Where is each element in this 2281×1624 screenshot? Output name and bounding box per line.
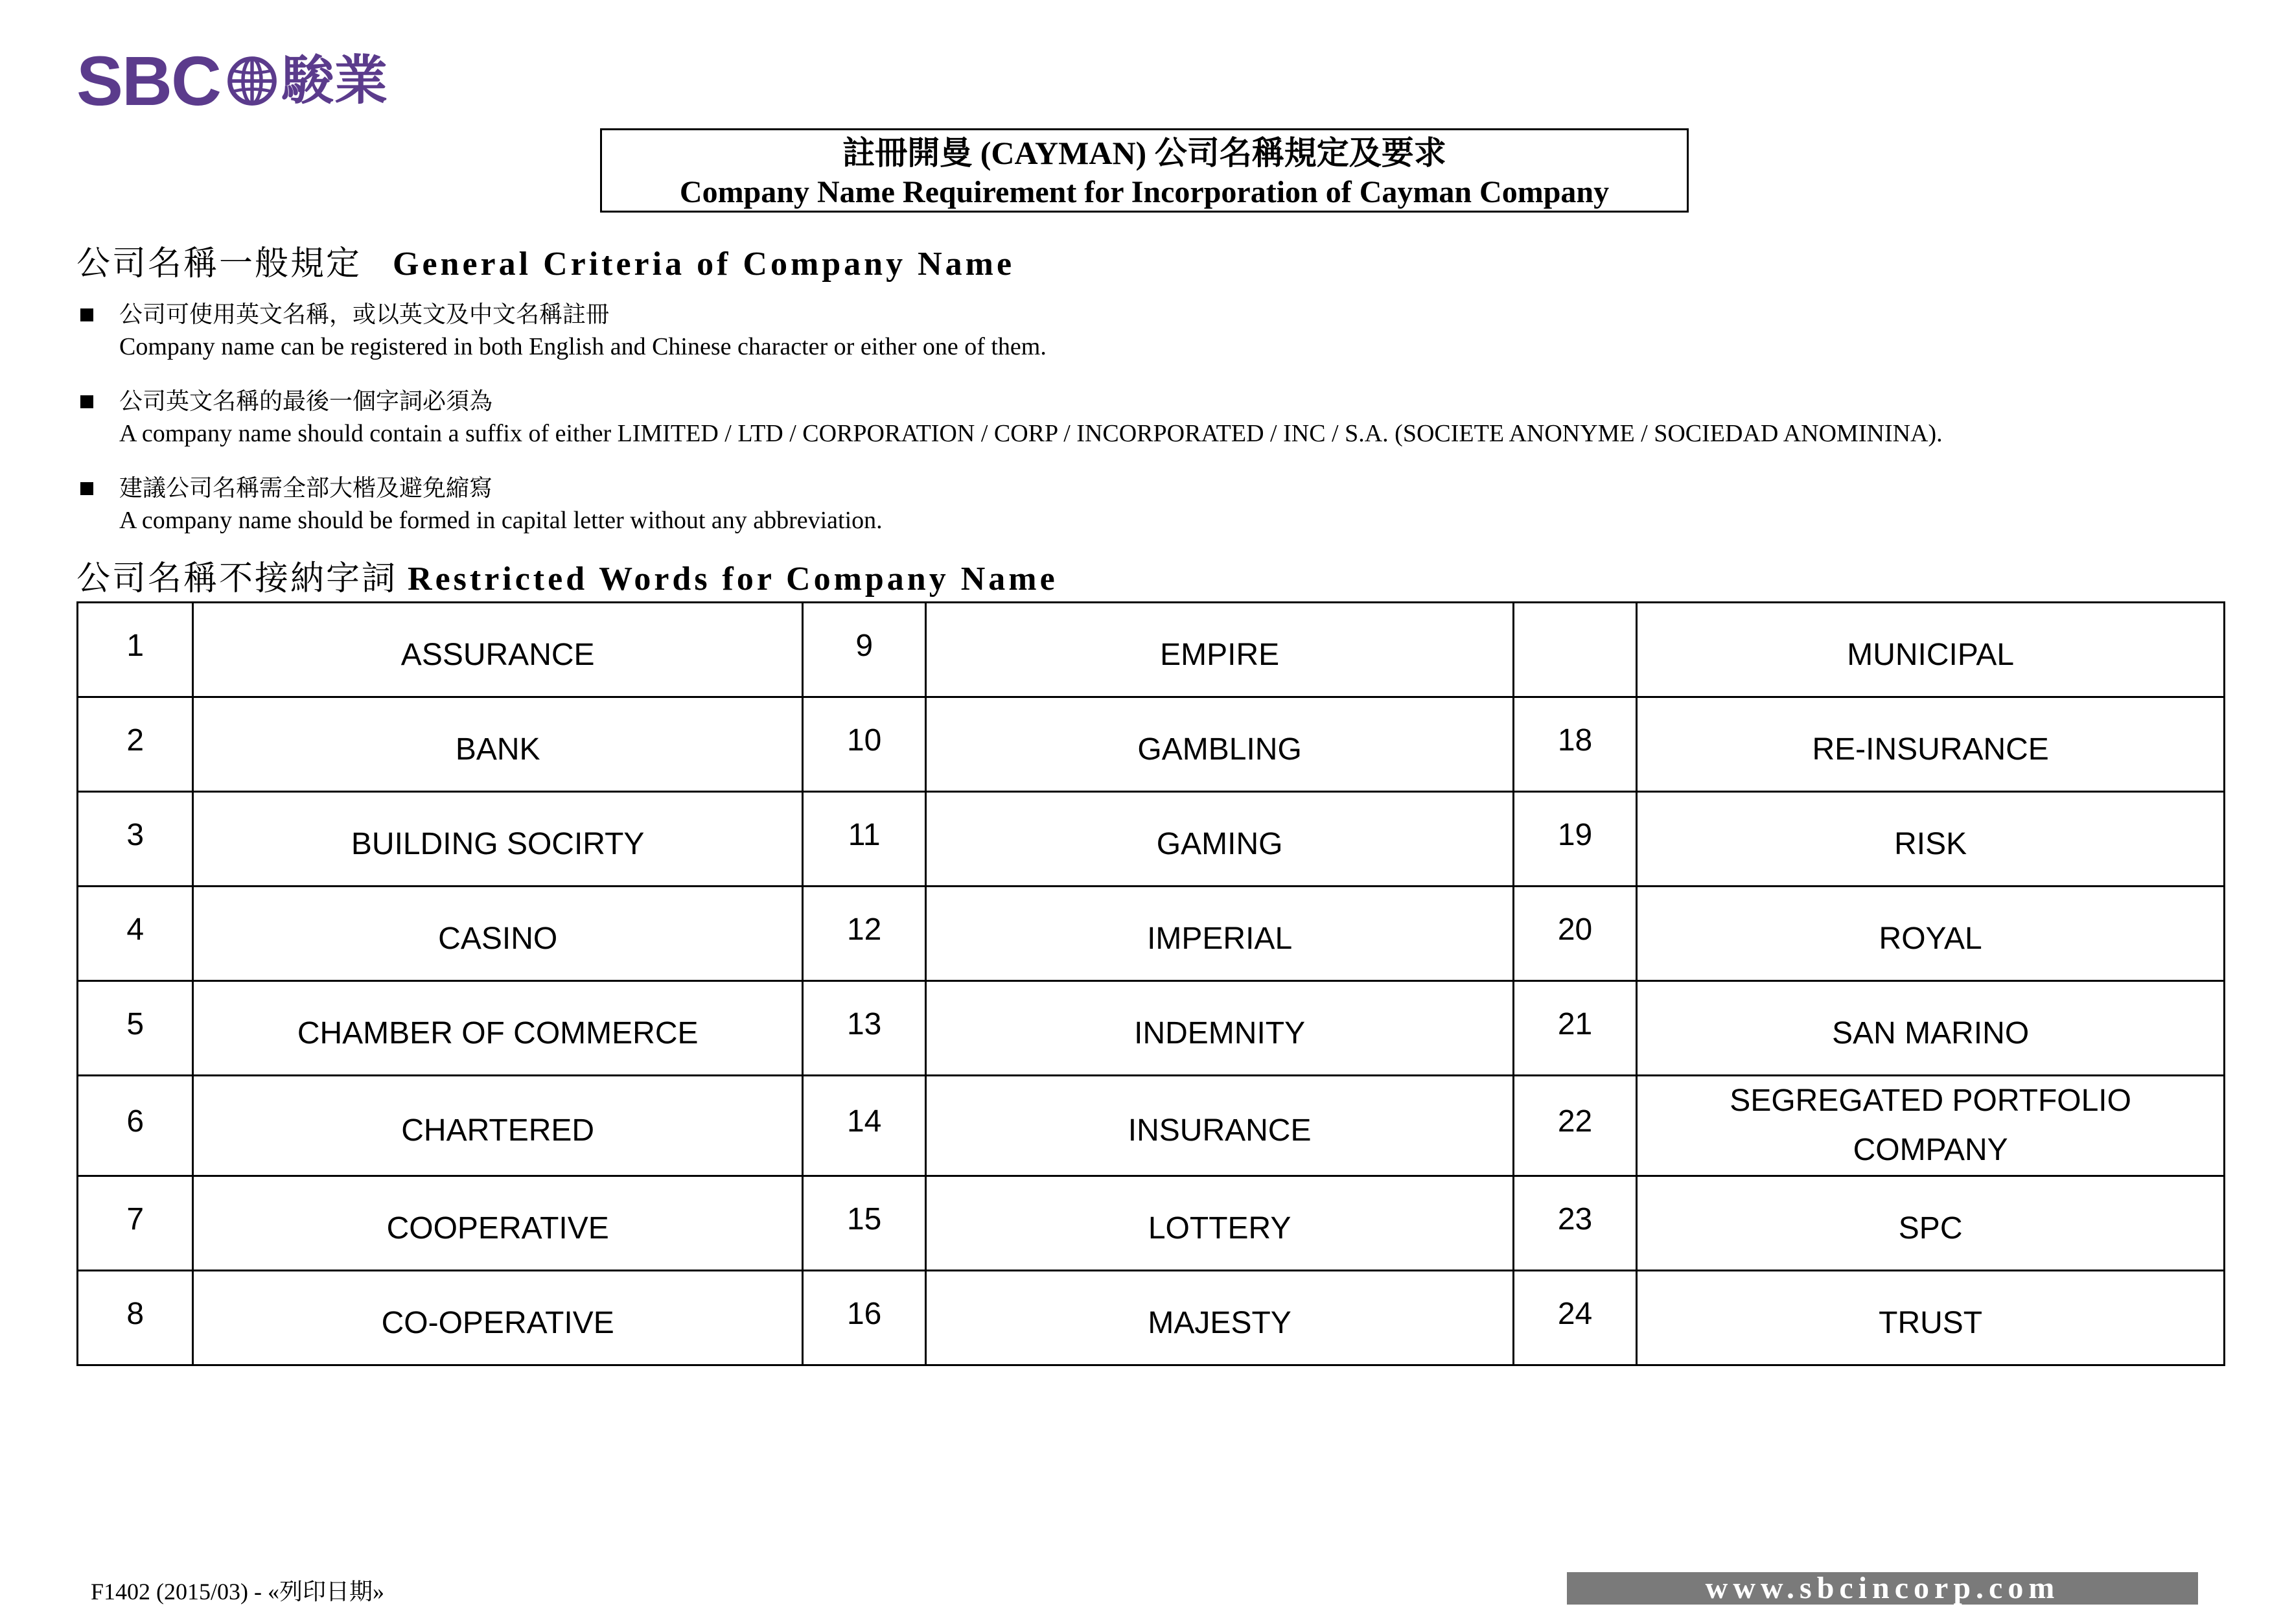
restricted-word-cell [193, 1271, 803, 1365]
square-bullet-icon [80, 482, 93, 495]
restricted-word-cell [193, 792, 803, 887]
restricted-word: COOPERATIVE [386, 1211, 609, 1246]
criteria-item-en: Company name can be registered in both English and Chinese character or either one of them. [119, 333, 1047, 360]
word-number-cell [78, 981, 193, 1076]
table-row [78, 792, 2225, 887]
restricted-word: IMPERIAL [1147, 921, 1293, 956]
word-number-cell [78, 792, 193, 887]
word-number-cell [802, 792, 925, 887]
restricted-word-cell [193, 981, 803, 1076]
word-number-cell [78, 603, 193, 697]
restricted-word-cell [926, 697, 1513, 792]
logo-latin-text: SBC [76, 41, 221, 120]
word-number-cell [802, 1176, 925, 1271]
word-number-cell [78, 1271, 193, 1365]
word-number-cell [1513, 1076, 1636, 1176]
word-number: 13 [846, 1006, 882, 1041]
globe-icon [227, 56, 277, 106]
restricted-word-cell [1637, 603, 2225, 697]
general-criteria-list [76, 299, 2215, 560]
word-number: 22 [1557, 1104, 1593, 1139]
word-number: 4 [126, 912, 145, 947]
square-bullet-icon [80, 308, 93, 321]
restricted-word: MAJESTY [1148, 1305, 1291, 1340]
restricted-word-cell [1637, 1271, 2225, 1365]
word-number-cell [78, 1176, 193, 1271]
word-number: 19 [1557, 817, 1593, 852]
word-number-cell [78, 697, 193, 792]
restricted-word-cell [1637, 697, 2225, 792]
restricted-word-cell [926, 1271, 1513, 1365]
table-row [78, 1271, 2225, 1365]
restricted-word: SAN MARINO [1832, 1015, 2030, 1050]
restricted-word: CASINO [438, 921, 558, 956]
restricted-words-heading-cn: 公司名稱不接納字詞 [76, 561, 398, 597]
restricted-word-cell [193, 887, 803, 981]
restricted-word: CO-OPERATIVE [381, 1305, 614, 1340]
restricted-word: MUNICIPAL [1847, 637, 2015, 672]
word-number-cell [1513, 792, 1636, 887]
restricted-word: TRUST [1879, 1305, 1983, 1340]
word-number: 6 [126, 1104, 145, 1139]
word-number-cell [802, 887, 925, 981]
restricted-word: BANK [455, 732, 540, 767]
restricted-word-cell [1637, 981, 2225, 1076]
word-number: 7 [126, 1201, 145, 1236]
table-row [78, 697, 2225, 792]
criteria-item [76, 299, 2215, 363]
word-number: 10 [846, 723, 882, 758]
restricted-word-cell [926, 792, 1513, 887]
restricted-word: SEGREGATED PORTFOLIO COMPANY [1730, 1084, 2131, 1167]
restricted-word: INDEMNITY [1134, 1015, 1306, 1050]
website-url-banner: www.sbcincorp.com [1567, 1572, 2198, 1605]
word-number: 24 [1557, 1296, 1593, 1331]
word-number-cell [802, 1076, 925, 1176]
restricted-word: RISK [1894, 826, 1967, 861]
table-row [78, 887, 2225, 981]
general-criteria-heading-en: General Criteria of Company Name [393, 246, 1015, 283]
restricted-word-cell [193, 697, 803, 792]
criteria-item-en: A company name should contain a suffix of either LIMITED / LTD / CORPORATION / CORP / INCORPORATED / INC / S.A. (SOCIETE ANONYME / SOCIEDAD ANOMININA). [119, 420, 1943, 447]
word-number-cell [802, 981, 925, 1076]
word-number: 2 [126, 723, 145, 758]
criteria-item [76, 473, 2215, 537]
word-number: 15 [846, 1201, 882, 1236]
criteria-item-cn: 公司英文名稱的最後一個字詞必須為 [119, 388, 493, 415]
restricted-word: RE-INSURANCE [1812, 732, 2049, 767]
word-number: 12 [846, 912, 882, 947]
restricted-word-cell [926, 603, 1513, 697]
restricted-word-cell [926, 1076, 1513, 1176]
word-number-cell [1513, 887, 1636, 981]
square-bullet-icon [80, 395, 93, 408]
word-number-cell [1513, 603, 1636, 697]
word-number-cell [78, 887, 193, 981]
restricted-word: GAMBLING [1137, 732, 1302, 767]
restricted-word-cell [1637, 1176, 2225, 1271]
form-code: F1402 (2015/03) - «列印日期» [91, 1579, 384, 1605]
word-number: 1 [126, 628, 145, 663]
restricted-word: LOTTERY [1148, 1211, 1291, 1246]
restricted-word: BUILDING SOCIRTY [351, 826, 645, 861]
restricted-word: ROYAL [1879, 921, 1982, 956]
restricted-word: CHAMBER OF COMMERCE [297, 1015, 699, 1050]
restricted-word-cell [193, 1076, 803, 1176]
word-number: 9 [855, 628, 874, 663]
company-logo [76, 41, 388, 120]
restricted-word-cell [926, 887, 1513, 981]
word-number-cell [802, 603, 925, 697]
restricted-word: ASSURANCE [400, 637, 595, 672]
general-criteria-heading-cn: 公司名稱一般規定 [76, 246, 362, 283]
restricted-word-cell [193, 603, 803, 697]
word-number: 21 [1557, 1006, 1593, 1041]
word-number-cell [1513, 697, 1636, 792]
restricted-word-cell [926, 1176, 1513, 1271]
criteria-item [76, 386, 2215, 450]
word-number-cell [78, 1076, 193, 1176]
word-number: 23 [1557, 1201, 1593, 1236]
restricted-word: GAMING [1156, 826, 1283, 861]
document-title-box [600, 128, 1689, 213]
table-row [78, 603, 2225, 697]
restricted-words-table-body [78, 603, 2225, 1365]
general-criteria-heading [76, 248, 1015, 281]
restricted-word: INSURANCE [1128, 1113, 1312, 1148]
criteria-item-cn: 建議公司名稱需全部大楷及避免縮寫 [119, 475, 493, 502]
logo-cjk-text: 駿業 [281, 50, 388, 111]
restricted-word-cell [926, 981, 1513, 1076]
word-number-cell [802, 1271, 925, 1365]
word-number: 16 [846, 1296, 882, 1331]
word-number: 20 [1557, 912, 1593, 947]
word-number: 14 [846, 1104, 882, 1139]
table-row [78, 1076, 2225, 1176]
word-number-cell [802, 697, 925, 792]
document-title-chinese: 註冊開曼 (CAYMAN) 公司名稱規定及要求 [842, 135, 1446, 171]
word-number: 18 [1557, 723, 1593, 758]
restricted-word: CHARTERED [401, 1113, 595, 1148]
criteria-item-cn: 公司可使用英文名稱，或以英文及中文名稱註冊 [119, 301, 610, 328]
word-number: 11 [848, 817, 881, 852]
restricted-word-cell [1637, 792, 2225, 887]
word-number: 5 [126, 1006, 145, 1041]
restricted-word-cell [1637, 1076, 2225, 1176]
restricted-word: SPC [1898, 1211, 1963, 1246]
word-number-cell [1513, 1176, 1636, 1271]
restricted-words-table [76, 601, 2225, 1366]
restricted-words-heading-en: Restricted Words for Company Name [408, 561, 1058, 597]
document-title-english: Company Name Requirement for Incorporation of Cayman Company [679, 175, 1610, 209]
restricted-word-cell [193, 1176, 803, 1271]
word-number-cell [1513, 1271, 1636, 1365]
restricted-words-heading [76, 563, 1058, 596]
word-number: 8 [126, 1296, 145, 1331]
restricted-word-cell [1637, 887, 2225, 981]
criteria-item-en: A company name should be formed in capital letter without any abbreviation. [119, 507, 883, 534]
restricted-word: EMPIRE [1160, 637, 1280, 672]
table-row [78, 1176, 2225, 1271]
word-number: 3 [126, 817, 145, 852]
word-number-cell [1513, 981, 1636, 1076]
table-row [78, 981, 2225, 1076]
